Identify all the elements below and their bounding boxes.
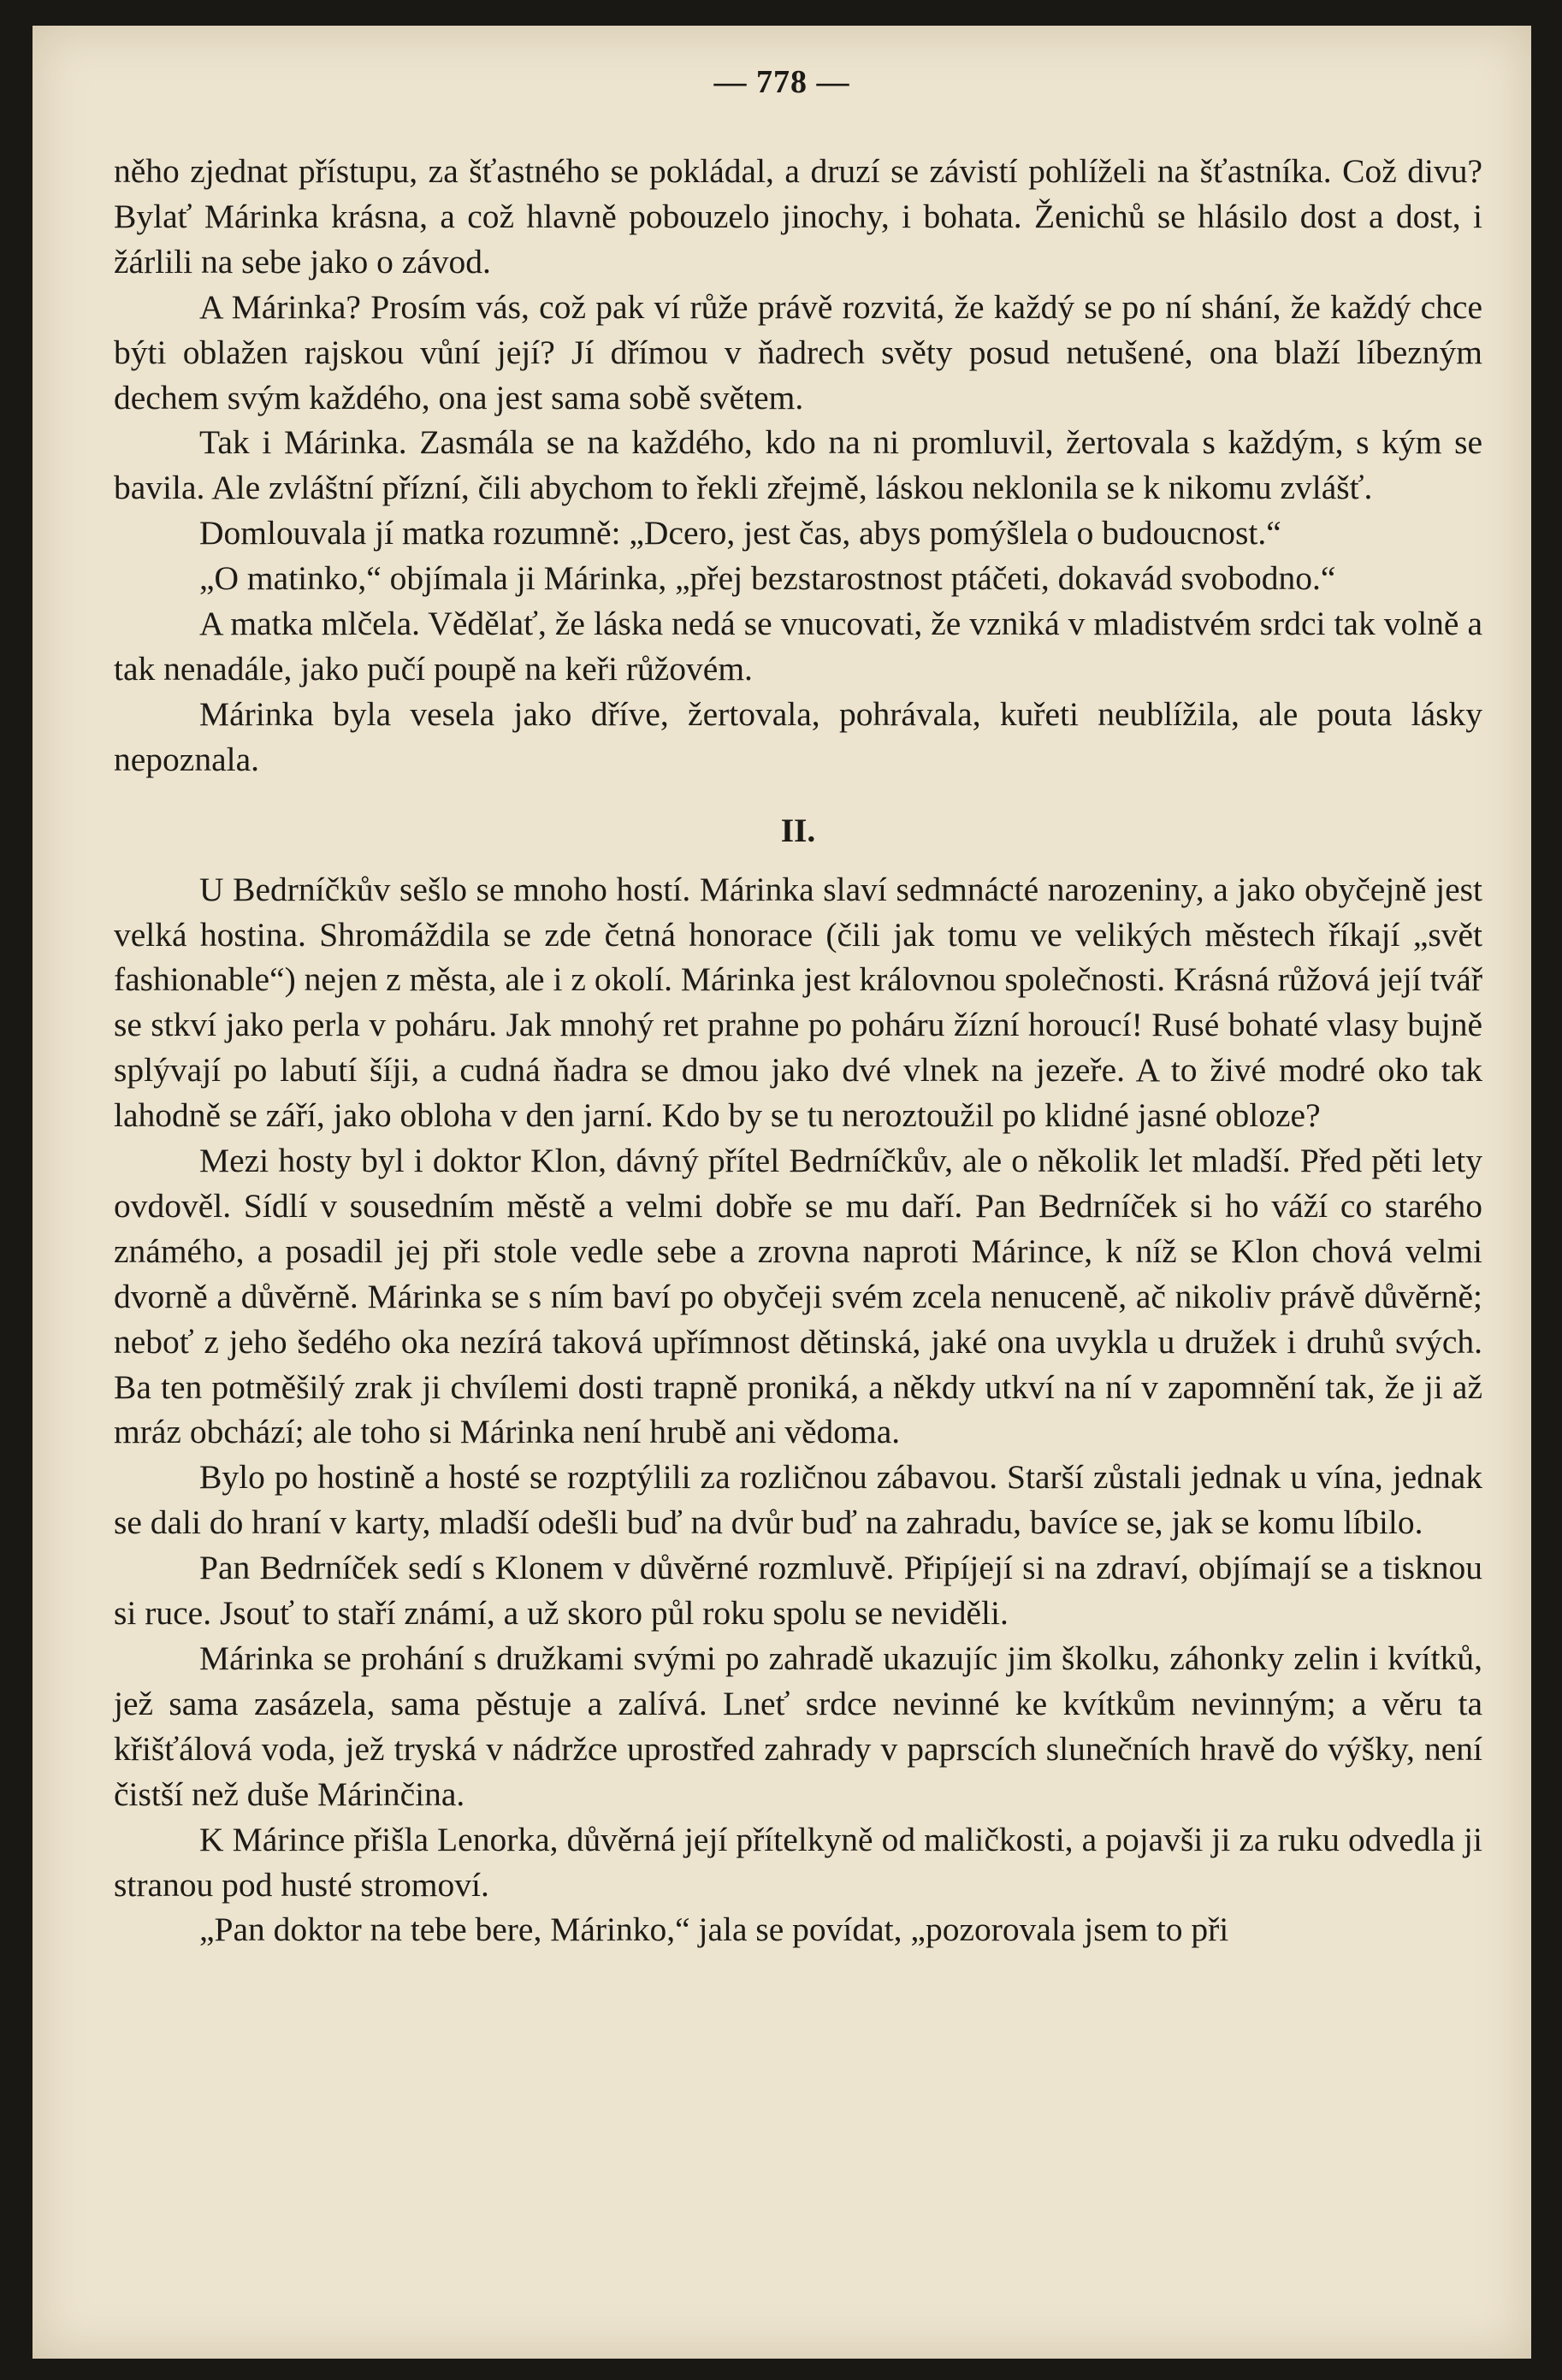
paragraph: Bylo po hostině a hosté se rozptýlili za rozličnou zábavou. Starší zůstali jednak u vína, jednak se dali do hraní v karty, mladší odešli buď na dvůr buď na zahradu, bavíce se, jak se komu líbilo.	[114, 1458, 1482, 1542]
paragraph: A matka mlčela. Vědělať, že láska nedá se vnucovati, že vzniká v mladistvém srdci tak volně a tak nenadále, jako pučí poupě na keři růžovém.	[114, 605, 1482, 688]
paragraph: „O matinko,“ objímala ji Márinka, „přej bezstarostnost ptáčeti, dokavád svobodno.“	[199, 559, 1336, 598]
paragraph: Tak i Márinka. Zasmála se na každého, kdo na ni promluvil, žertovala s každým, s kým se bavila. Ale zvláštní přízní, čili abychom to řekli zřejmě, láskou neklonila se k nikomu zvlášť.	[114, 423, 1482, 507]
page-number: — 778 —	[713, 64, 850, 100]
chapter-heading: II.	[780, 811, 816, 849]
paragraph: Mezi hosty byl i doktor Klon, dávný přítel Bedrníčkův, ale o několik let mladší. Před pěti lety ovdověl. Sídlí v sousedním městě a velmi dobře se mu daří. Pan Bedrníček si ho váží co starého známého, a posadil jej při stole vedle sebe a zrovna naproti Márince, k níž se Klon chová velmi dvorně a důvěrně. Márinka se s ním baví po obyčeji svém zcela nenuceně, ač nikoliv právě důvěrně; neboť z jeho šedého oka nezírá taková upřímnost dětinská, jaké ona uvykla u družek i druhů svých. Ba ten potměšilý zrak ji chvílemi dosti trapně proniká, a někdy utkví na ní v zapomnění tak, že ji až mráz obchází; ale toho si Márinka není hrubě ani vědoma.	[114, 1142, 1482, 1451]
paragraph: Pan Bedrníček sedí s Klonem v důvěrné rozmluvě. Připíjejí si na zdraví, objímají se a tisknou si ruce. Jsouť to staří známí, a už skoro půl roku spolu se neviděli.	[114, 1549, 1482, 1633]
paragraph: něho zjednat přístupu, za šťastného se pokládal, a druzí se závistí pohlíželi na šťastníka. Což divu? Bylať Márinka krásna, a což hlavně pobouzelo jinochy, i bohata. Ženichů se hlásilo dost a dost, i žárlili na sebe jako o závod.	[114, 152, 1482, 281]
paragraph: A Márinka? Prosím vás, což pak ví růže právě rozvitá, že každý se po ní shání, že každý chce býti oblažen rajskou vůní její? Jí dřímou v ňadrech světy posud netušené, ona blaží líbezným dechem svým každého, ona jest sama sobě světem.	[114, 287, 1482, 416]
book-page	[33, 26, 1531, 2359]
paragraph: Márinka byla vesela jako dříve, žertovala, pohrávala, kuřeti neublížila, ale pouta lásky nepoznala.	[114, 694, 1482, 778]
paragraph: Márinka se prohání s družkami svými po zahradě ukazujíc jim školku, záhonky zelin i kvítků, jež sama zasázela, sama pěstuje a zalívá. Lneť srdce nevinné ke kvítkům nevinným; a věru ta křišťálová voda, jež tryská v nádržce uprostřed zahrady v paprscích slunečních hravě do výšky, není čistší než duše Márinčina.	[114, 1639, 1482, 1813]
paragraph: „Pan doktor na tebe bere, Márinko,“ jala se povídat, „pozorovala jsem to při	[199, 1910, 1229, 1949]
paragraph: Domlouvala jí matka rozumně: „Dcero, jest čas, abys pomýšlela o budoucnost.“	[199, 514, 1281, 552]
paragraph: K Márince přišla Lenorka, důvěrná její přítelkyně od maličkosti, a pojavši ji za ruku odvedla ji stranou pod husté stromoví.	[114, 1820, 1482, 1904]
body-text	[114, 149, 1482, 1952]
paragraph: U Bedrníčkův sešlo se mnoho hostí. Márinka slaví sedmnácté narozeniny, a jako obyčejně jest velká hostina. Shromáždila se zde četná honorace (čili jak tomu ve velikých městech říkají „svět fashionable“) nejen z města, ale i z okolí. Márinka jest královnou společnosti. Krásná růžová její tvář se stkví jako perla v poháru. Jak mnohý ret prahne po poháru žízní horoucí! Rusé bohaté vlasy bujně splývají po labutí šíji, a cudná ňadra se dmou jako dvé vlnek na jezeře. A to živé modré oko tak lahodně se září, jako obloha v den jarní. Kdo by se tu neroztoužil po klidné jasné obloze?	[114, 870, 1482, 1135]
